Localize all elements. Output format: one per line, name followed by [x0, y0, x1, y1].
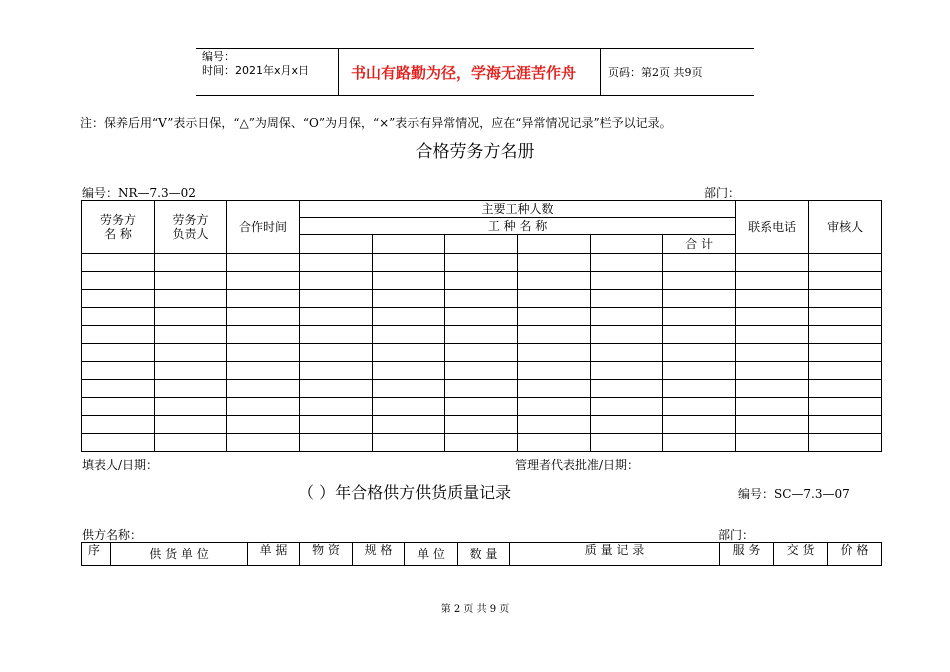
page-footer: 第 2 页 共 9 页 — [440, 604, 510, 615]
col-reviewer: 审核人 — [809, 201, 882, 254]
header-box — [196, 48, 754, 96]
col-main-work-types: 主要工种人数 — [300, 201, 736, 218]
col-quality-record: 质 量 记 录 — [510, 543, 720, 566]
col-material: 物 资 — [300, 543, 353, 566]
table-row — [82, 398, 882, 416]
col-work-type-names: 工 种 名 称 — [300, 218, 736, 235]
table-row — [82, 380, 882, 398]
col-service-manager-line1: 劳务方 — [172, 213, 209, 227]
table-row — [82, 254, 882, 272]
col-supply-unit: 供 货 单 位 — [111, 543, 248, 566]
col-service-manager-line2: 负责人 — [172, 227, 209, 241]
supply-code: 编号：SC—7.3—07 — [738, 487, 850, 501]
header-time-label: 时间：2021年x月x日 — [202, 64, 310, 77]
col-total: 合 计 — [663, 235, 736, 254]
col-cooperation-time: 合作时间 — [227, 201, 300, 254]
cell — [518, 235, 591, 254]
roster-table — [81, 200, 882, 452]
col-unit: 单 位 — [405, 543, 458, 566]
col-service-name-line1: 劳务方 — [99, 213, 136, 227]
table-row — [82, 326, 882, 344]
cell — [300, 235, 373, 254]
maintenance-note: 注：保养后用“V”表示日保，“△”为周保、“O”为月保，“×”表示有异常情况，应在“异常情况记录”栏予以记录。 — [80, 116, 672, 130]
supply-table — [81, 542, 882, 566]
filler-date-label: 填表人/日期： — [82, 458, 159, 472]
supply-title: （ ）年合格供方供货质量记录 — [298, 483, 512, 502]
table-row — [82, 362, 882, 380]
cell — [591, 235, 663, 254]
col-phone: 联系电话 — [736, 201, 809, 254]
roster-dept-label: 部门： — [704, 186, 741, 200]
table-row — [82, 290, 882, 308]
col-service: 服 务 — [720, 543, 774, 566]
cell — [373, 235, 445, 254]
roster-code: 编号：NR—7.3—02 — [82, 186, 196, 200]
col-service-manager — [155, 201, 227, 254]
col-service-name — [82, 201, 155, 254]
col-service-name-line2: 名 称 — [104, 227, 132, 241]
supply-dept-label: 部门： — [718, 528, 755, 542]
header-number-label: 编号： — [202, 50, 235, 63]
supplier-name-label: 供方名称： — [82, 528, 143, 542]
table-row — [82, 416, 882, 434]
approver-date-label: 管理者代表批准/日期： — [515, 458, 640, 472]
header-page-label: 页码：第2页 共9页 — [608, 66, 703, 79]
table-row — [82, 344, 882, 362]
header-motto: 书山有路勤为径，学海无涯苦作舟 — [351, 64, 577, 82]
col-seq: 序 — [82, 543, 111, 566]
col-price: 价 格 — [828, 543, 882, 566]
table-row — [82, 434, 882, 452]
col-spec: 规 格 — [353, 543, 405, 566]
table-row — [82, 272, 882, 290]
col-document: 单 据 — [248, 543, 300, 566]
roster-title: 合格劳务方名册 — [415, 142, 535, 162]
table-row — [82, 308, 882, 326]
col-quantity: 数 量 — [458, 543, 510, 566]
cell — [445, 235, 518, 254]
col-delivery: 交 货 — [774, 543, 828, 566]
